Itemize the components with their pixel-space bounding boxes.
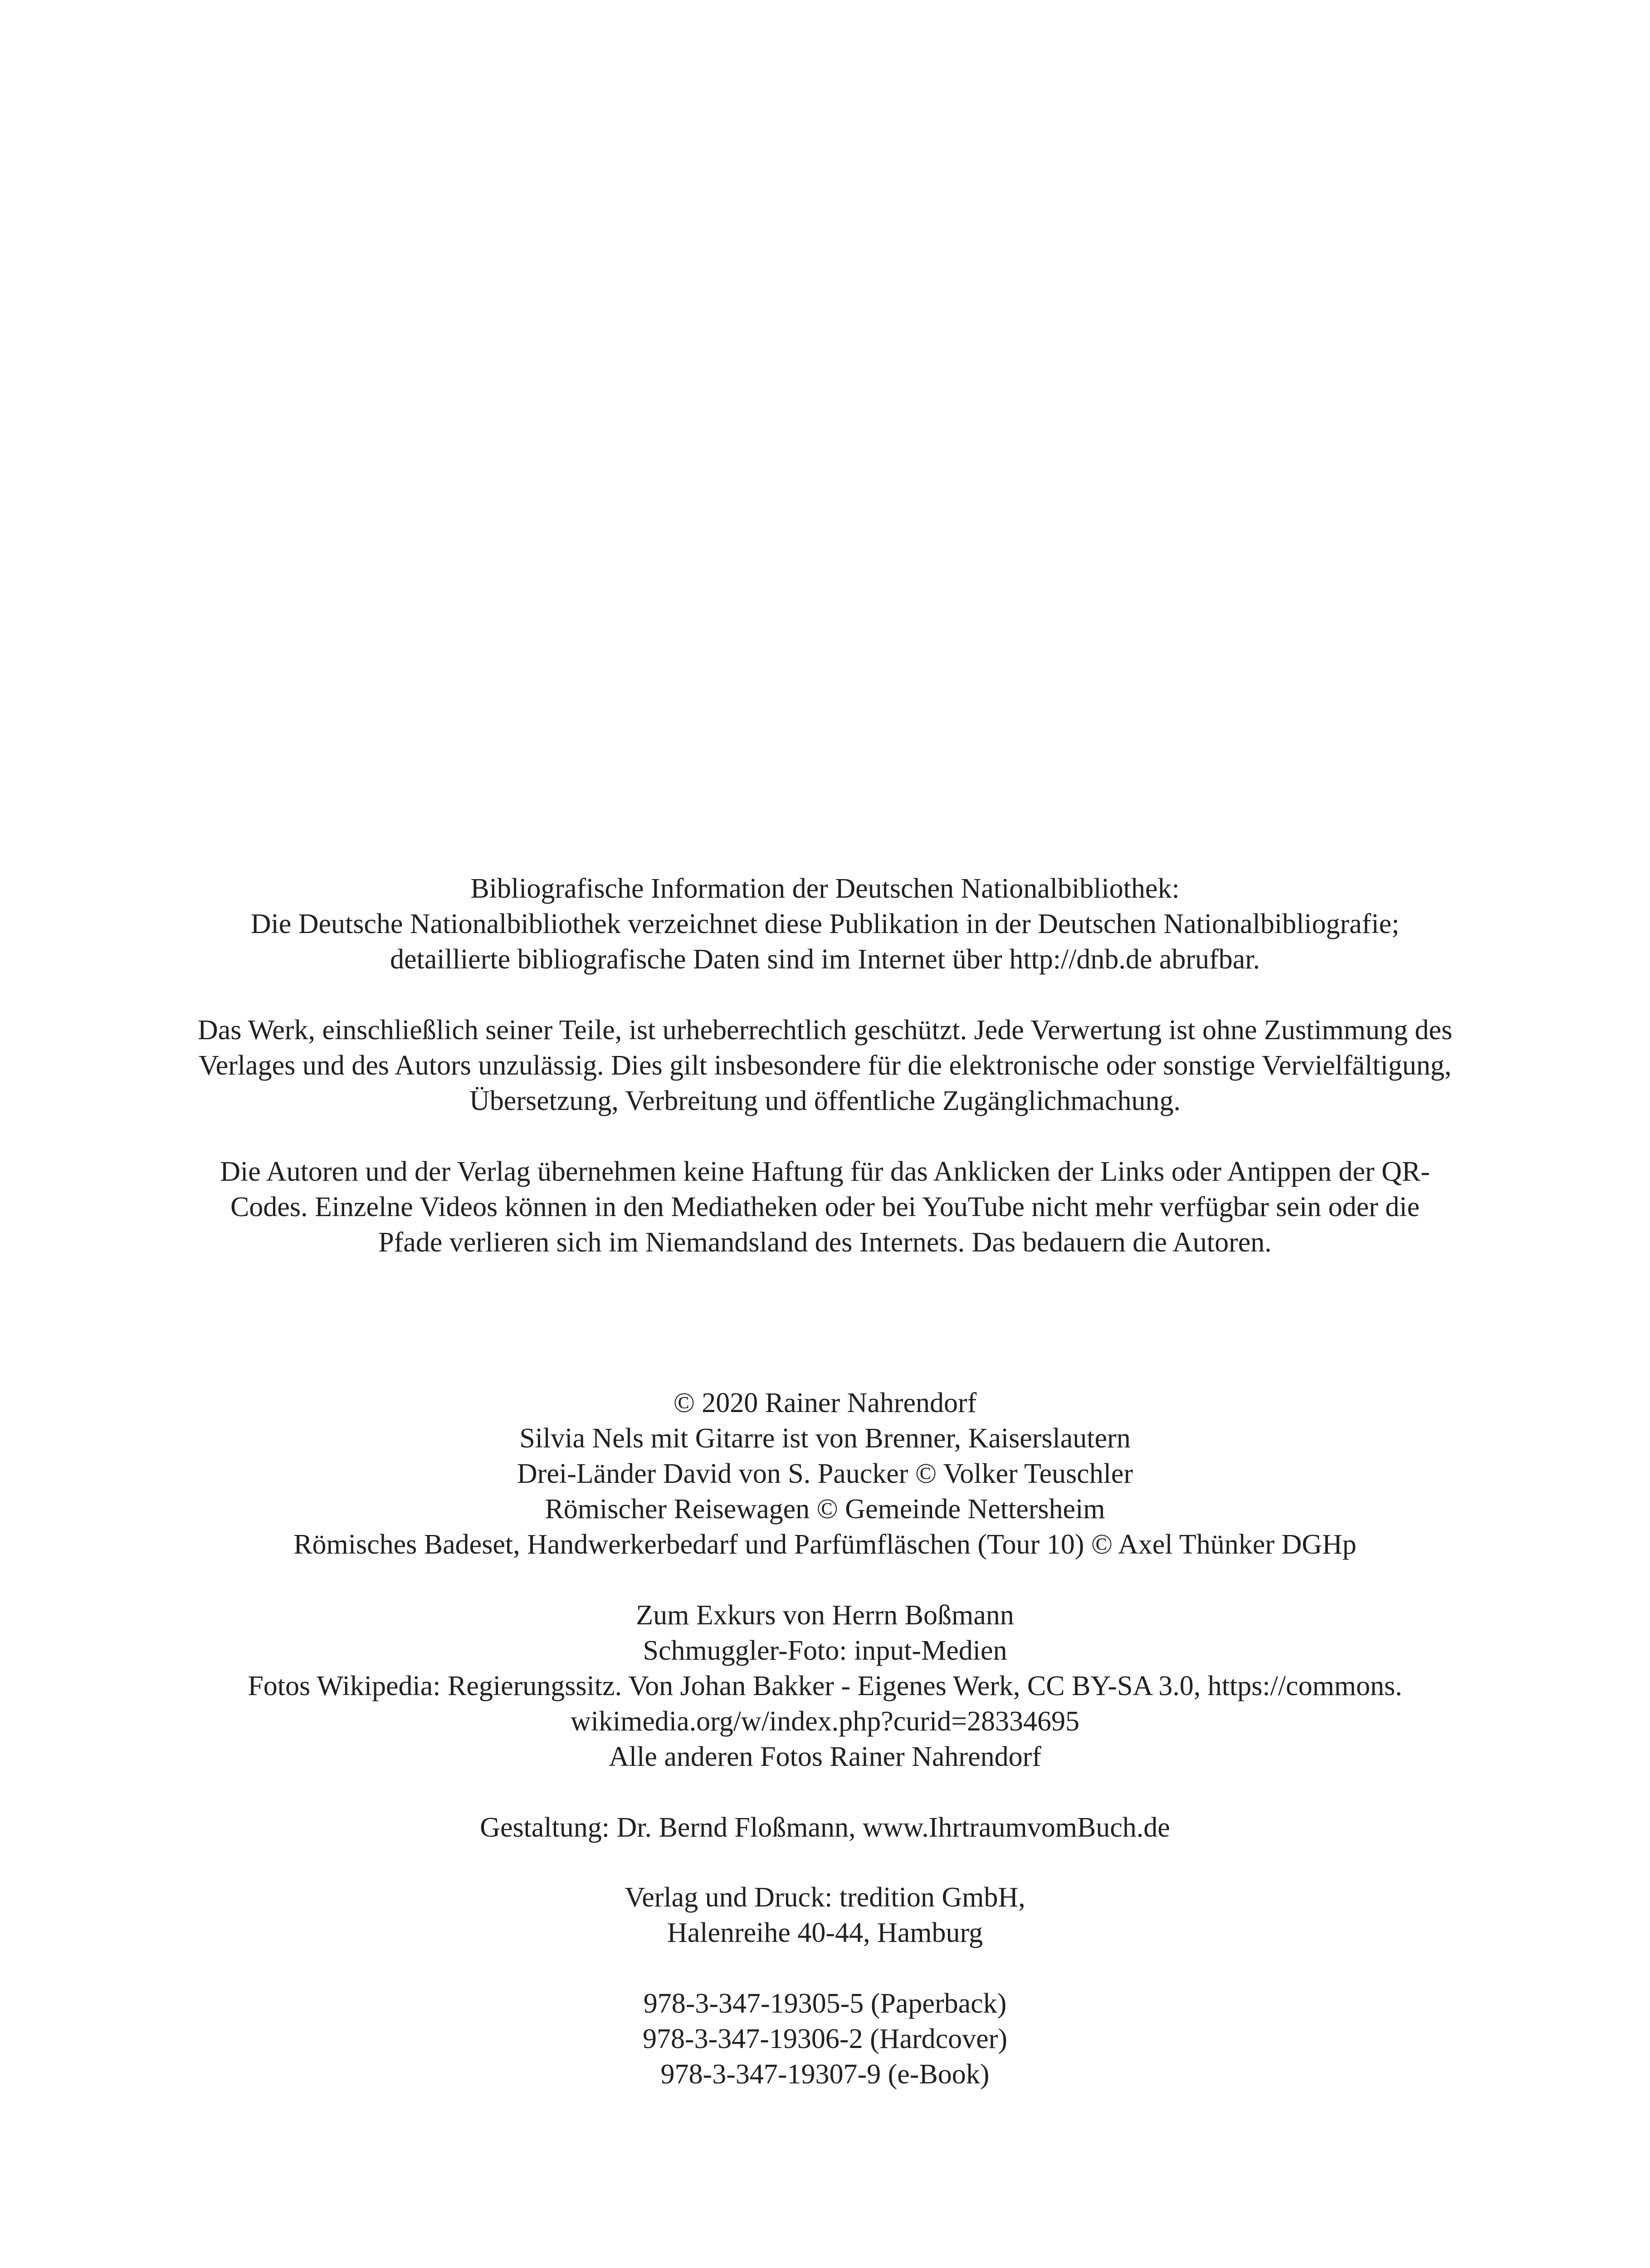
isbn-hardcover: 978-3-347-19306-2 (Hardcover) <box>642 2024 1007 2054</box>
credit-line: Zum Exkurs von Herrn Boßmann <box>636 1600 1014 1631</box>
credit-line: Schmuggler-Foto: input-Medien <box>643 1635 1007 1666</box>
publisher-info <box>136 1880 1514 1950</box>
publisher-name: Verlag und Druck: tredition GmbH, <box>625 1882 1025 1913</box>
liability-disclaimer <box>136 1154 1514 1260</box>
copyright-text-line: Das Werk, einschließlich seiner Teile, ist urheberrechtlich geschützt. Jede Verwertung ist ohne Zustimmung des <box>197 1015 1453 1046</box>
design-credit-line: Gestaltung: Dr. Bernd Floßmann, www.IhrtraumvomBuch.de <box>480 1812 1170 1843</box>
copyright-notice <box>136 1012 1514 1119</box>
credit-line: Silvia Nels mit Gitarre ist von Brenner, Kaiserslautern <box>519 1423 1131 1454</box>
isbn-ebook: 978-3-347-19307-9 (e-Book) <box>660 2059 990 2090</box>
credit-line: Römisches Badeset, Handwerkerbedarf und Parfümfläschen (Tour 10) © Axel Thünker DGHp <box>293 1529 1357 1560</box>
bibliographic-text-line: Die Deutsche Nationalbibliothek verzeichnet diese Publikation in der Deutschen Nationalbibliografie; <box>250 909 1400 939</box>
photo-credits <box>136 1598 1514 1774</box>
credit-line: Fotos Wikipedia: Regierungssitz. Von Johan Bakker - Eigenes Werk, CC BY-SA 3.0, https://commons. <box>248 1671 1402 1701</box>
isbn-paperback: 978-3-347-19305-5 (Paperback) <box>643 1988 1007 2019</box>
credit-line: Römischer Reisewagen © Gemeinde Nettersheim <box>545 1494 1105 1525</box>
credit-line: Drei-Länder David von S. Paucker © Volker Teuschler <box>517 1458 1133 1489</box>
liability-text-line: Pfade verlieren sich im Niemandsland des Internets. Das bedauern die Autoren. <box>378 1227 1272 1258</box>
copyright-text-line: Übersetzung, Verbreitung und öffentliche Zugänglichmachung. <box>469 1085 1181 1116</box>
design-credit <box>136 1810 1514 1845</box>
image-credits <box>136 1385 1514 1562</box>
liability-text-line: Die Autoren und der Verlag übernehmen keine Haftung für das Anklicken der Links oder Antippen der QR- <box>220 1156 1430 1187</box>
copyright-text-line: Verlages und des Autors unzulässig. Dies gilt insbesondere für die elektronische oder sonstige Vervielfältigung, <box>198 1050 1452 1081</box>
publisher-address: Halenreihe 40-44, Hamburg <box>667 1917 983 1948</box>
bibliographic-info <box>136 871 1514 977</box>
bibliographic-text-line: detaillierte bibliografische Daten sind im Internet über http://dnb.de abrufbar. <box>390 944 1260 975</box>
copyright-owner: © 2020 Rainer Nahrendorf <box>673 1388 977 1418</box>
liability-text-line: Codes. Einzelne Videos können in den Mediatheken oder bei YouTube nicht mehr verfügbar sein oder die <box>230 1192 1420 1222</box>
isbn-list <box>136 1986 1514 2092</box>
credit-line: Alle anderen Fotos Rainer Nahrendorf <box>609 1741 1041 1772</box>
bibliographic-heading: Bibliografische Information der Deutschen Nationalbibliothek: <box>470 873 1180 904</box>
credit-line: wikimedia.org/w/index.php?curid=28334695 <box>570 1706 1080 1737</box>
